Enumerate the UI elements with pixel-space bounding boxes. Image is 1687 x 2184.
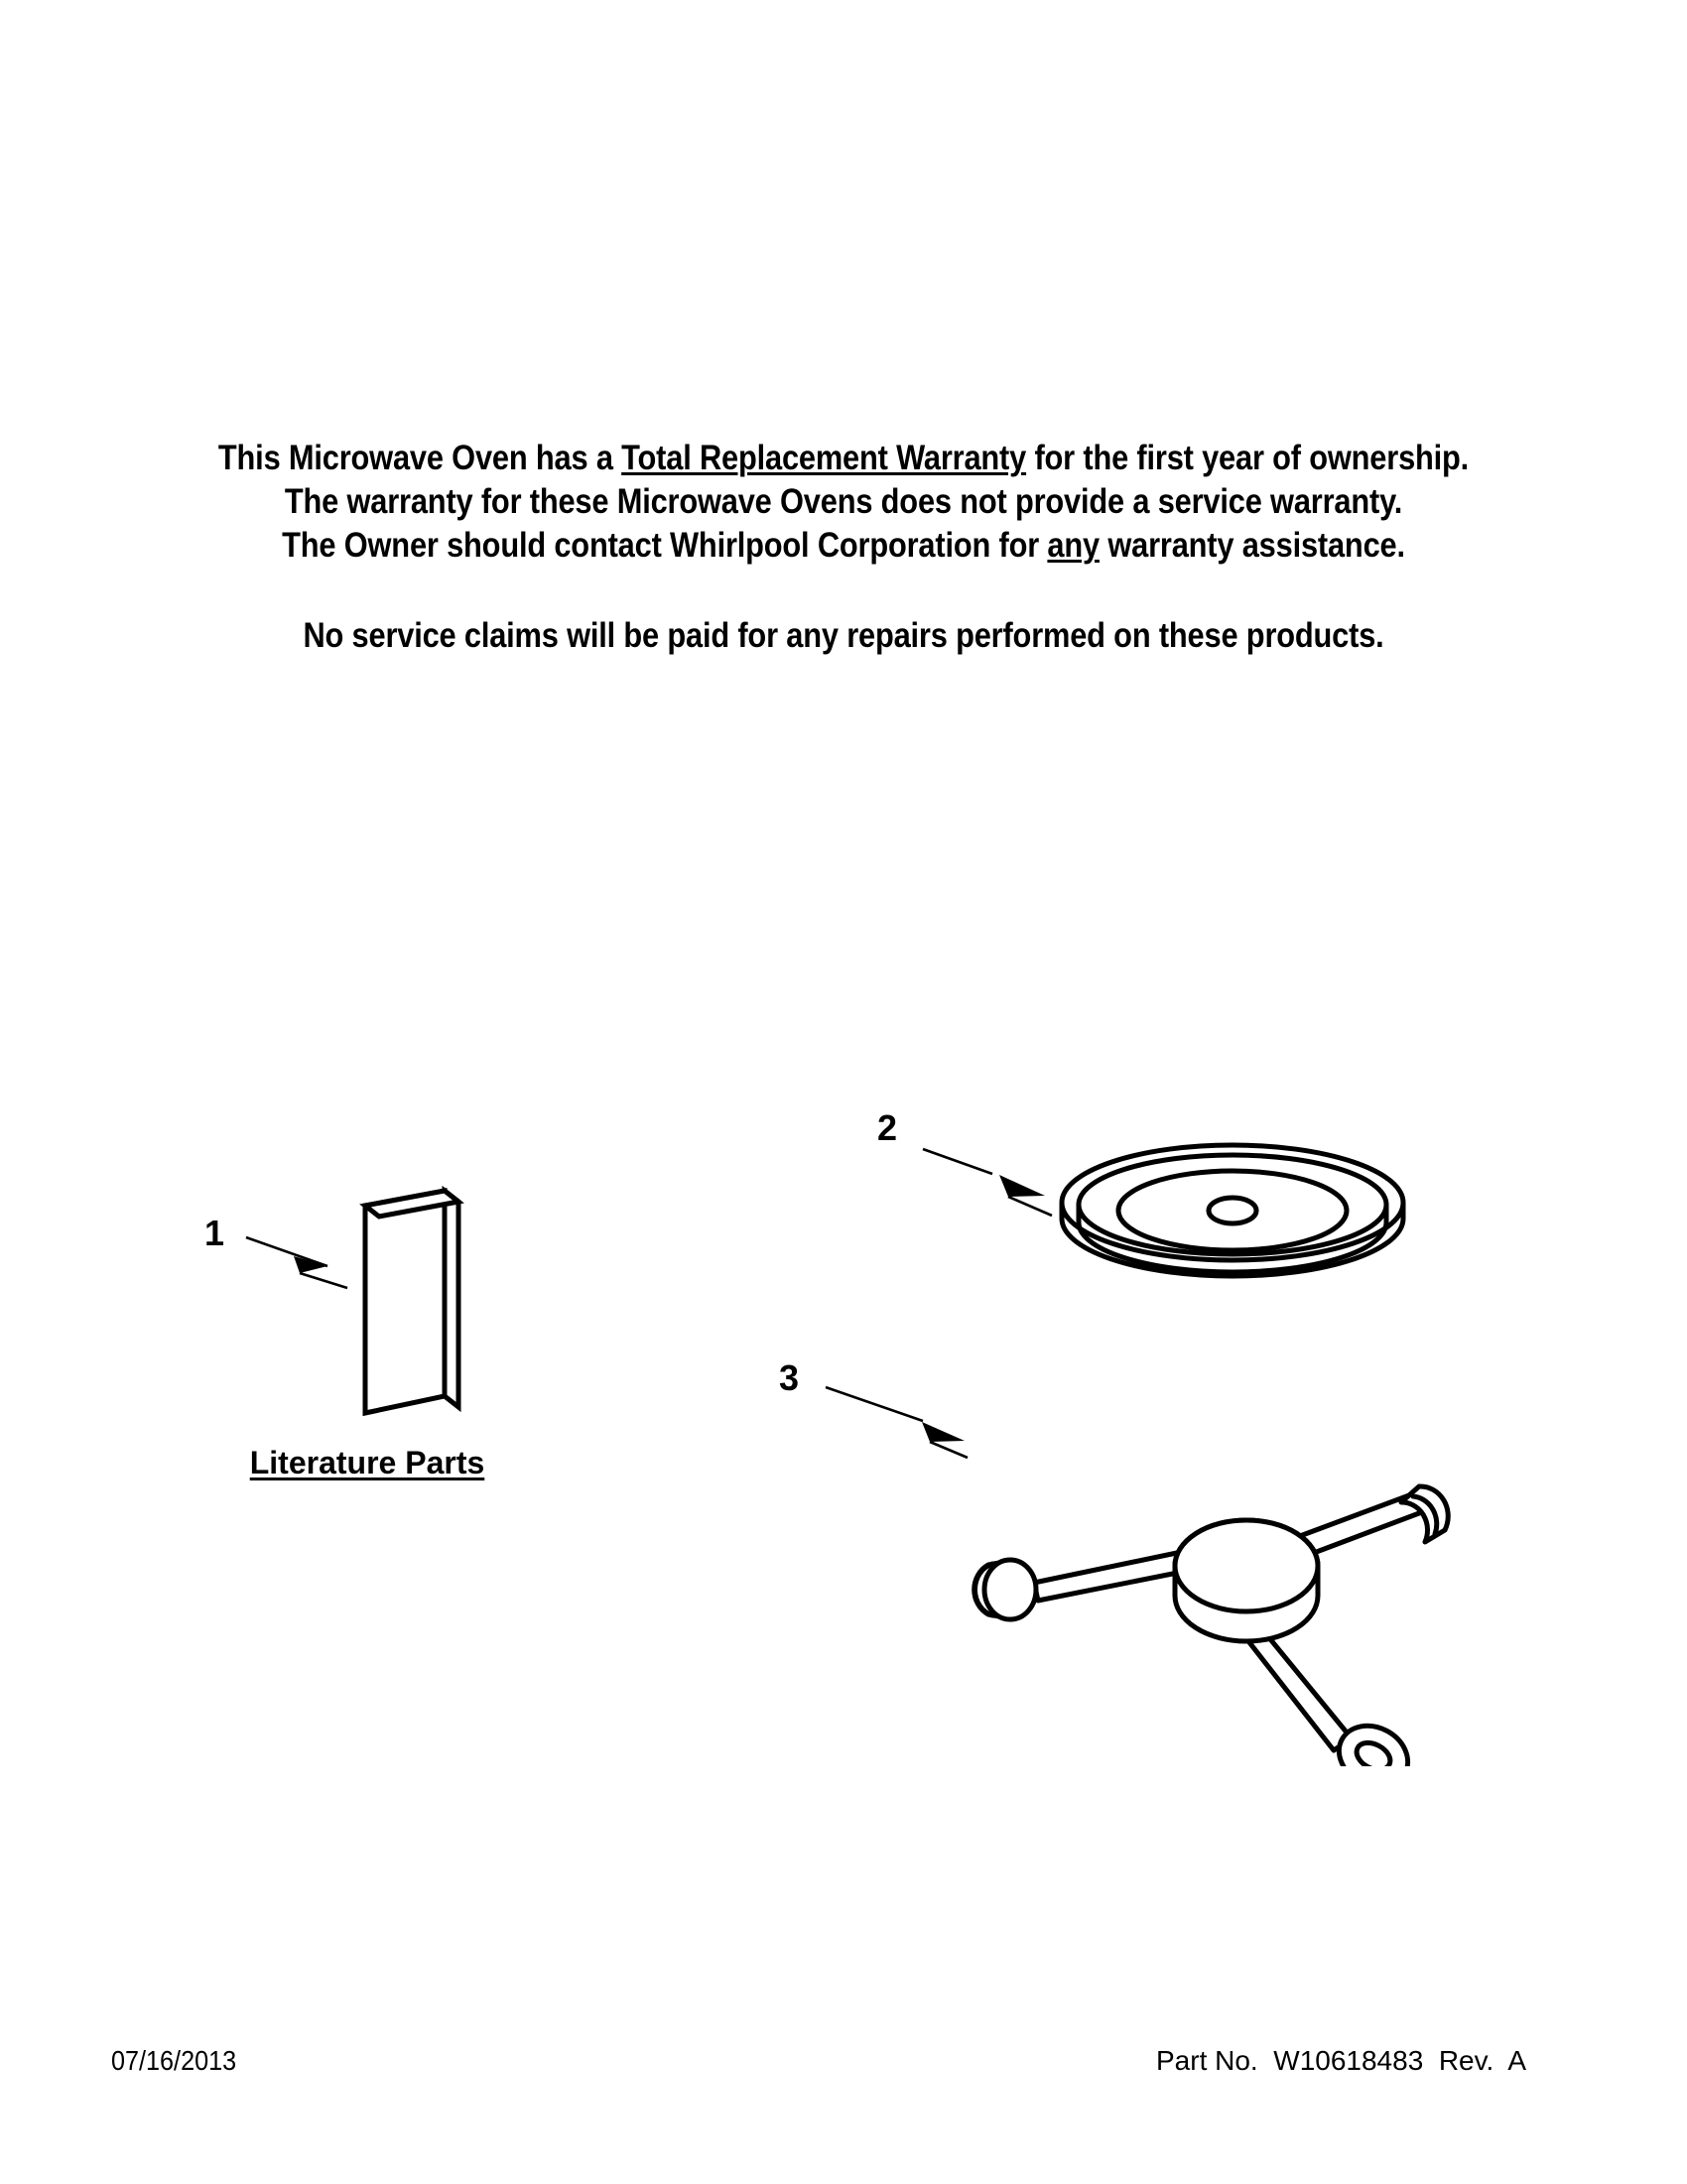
leader-line-3 [826,1387,968,1458]
warranty-line-3-underlined-term: any [1047,526,1100,565]
warranty-line-1-text-after: for the first year of ownership. [1026,439,1470,477]
warranty-notice-block [0,437,1687,658]
literature-parts-label-text: Literature Parts [249,1445,485,1480]
parts-illustration-svg [0,1072,1687,1766]
warranty-line-3 [101,524,1586,568]
footer-date: 07/16/2013 [111,2045,237,2076]
warranty-line-3-text-before: The Owner should contact Whirlpool Corporation for [282,526,1048,565]
leader-line-1 [246,1237,347,1288]
warranty-line-1-text-before: This Microwave Oven has a [217,439,622,477]
literature-parts-label [0,1444,734,1481]
roller-wheel-bottom-right [1329,1714,1419,1766]
turntable-roller-guide-drawing [974,1486,1449,1766]
warranty-line-1 [101,437,1586,480]
roller-wheel-left [974,1560,1036,1619]
parts-illustration [0,1072,1687,1766]
callout-number-3: 3 [779,1357,800,1398]
callout-number-2: 2 [877,1107,898,1148]
leader-line-2 [923,1149,1052,1216]
footer-part-number: Part No. W10618483 Rev. A [1156,2045,1527,2076]
warranty-line-4: No service claims will be paid for any repairs performed on these products. [303,616,1384,655]
turntable-tray-drawing [1062,1145,1403,1276]
warranty-line-3-text-after: warranty assistance. [1099,526,1405,565]
page-footer [0,2044,1687,2090]
warranty-line-2: The warranty for these Microwave Ovens does not provide a service warranty. [284,482,1403,521]
literature-booklet-drawing [365,1191,458,1413]
warranty-line-1-underlined-term: Total Replacement Warranty [621,439,1027,477]
callout-number-1: 1 [204,1213,225,1253]
